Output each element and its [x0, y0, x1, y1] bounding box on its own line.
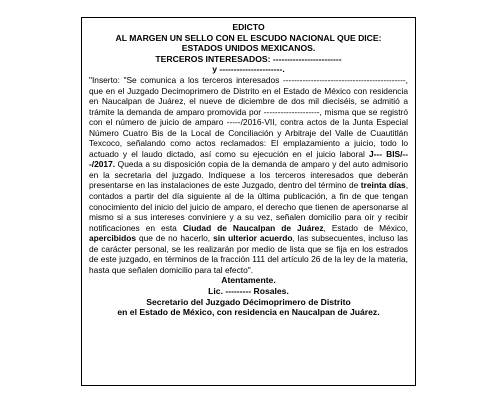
- third-parties-line-2: y ----------------------.: [212, 64, 285, 75]
- body-text-2: Queda a su disposición copia de la demanda de amparo y del auto admisorio en la secretaria del juzgado. Indíquese a los terceros interesados que deberán presentarse en las instalaciones de este Juzgado, dentro del término de: [89, 159, 408, 191]
- signer-position: Secretario del Juzgado Décimoprimero de Distrito: [146, 296, 351, 307]
- seal-line: AL MARGEN UN SELLO CON EL ESCUDO NACIONAL QUE DICE:: [115, 32, 382, 43]
- signer-name: Lic. --------- Rosales.: [208, 285, 289, 296]
- warned-word: apercibidos: [89, 233, 137, 244]
- closing: Atentamente.: [221, 275, 276, 286]
- edict-notice: [81, 17, 416, 386]
- case-number: J--- BIS/---/2017.: [89, 148, 409, 170]
- city-name: Ciudad de Naucalpan de Juárez: [182, 222, 324, 233]
- no-further-agreement: sin ulterior acuerdo: [213, 233, 293, 244]
- body-text-4: , Estado de México,: [323, 222, 408, 233]
- body-text-5: que de no hacerlo,: [136, 233, 214, 244]
- body-text-3: , contados a partir del día siguiente al de la última publicación, a fin de que tengan conocimiento del inicio del juicio de amparo, el derecho que tienen de apersonarse al mismo si a sus intereses conviniere y a su vez, señalen domicilio para oír y recibir notificaciones en esta: [89, 180, 409, 233]
- term-days: treinta días: [360, 180, 406, 191]
- edict-content: [82, 18, 415, 318]
- signer-position-2: en el Estado de México, con residencia en Naucalpan de Juárez.: [117, 307, 380, 318]
- third-parties-line: TERCEROS INTERESADOS: ------------------------: [155, 53, 342, 64]
- edict-body: [89, 75, 408, 275]
- edict-title: EDICTO: [232, 22, 265, 32]
- body-text-1: "Inserto: "Se comunica a los terceros interesados --------------------------------------------, que en el Juzgado Decimoprimero de Distrito en el Estado de México con residencia en Naucalpan de Juárez, el nueve de diciembre de dos mil dieciséis, se admitió a trámite la demanda de amparo promovida por --------------------, misma que se registró con el número de juicio de amparo -----/2016-VII, contra actos de la Junta Especial Número Cuatro Bis de la Local de Conciliación y Arbitraje del Valle de Cuautitlán Texcoco, señalando como actos reclamados: El emplazamiento a juicio, todo lo actuado y el laudo dictado, así como su ejecución en el juicio laboral: [89, 74, 408, 159]
- body-text-6: , las subsecuentes, incluso las de carácter personal, se les realizarán por medio de lista que se fija en los estrados de este juzgado, en términos de la fracción 111 del artículo 26 de la ley de la materia, hasta que señalen domicilio para tal efecto".: [89, 233, 408, 275]
- country-name: ESTADOS UNIDOS MEXICANOS.: [181, 43, 316, 54]
